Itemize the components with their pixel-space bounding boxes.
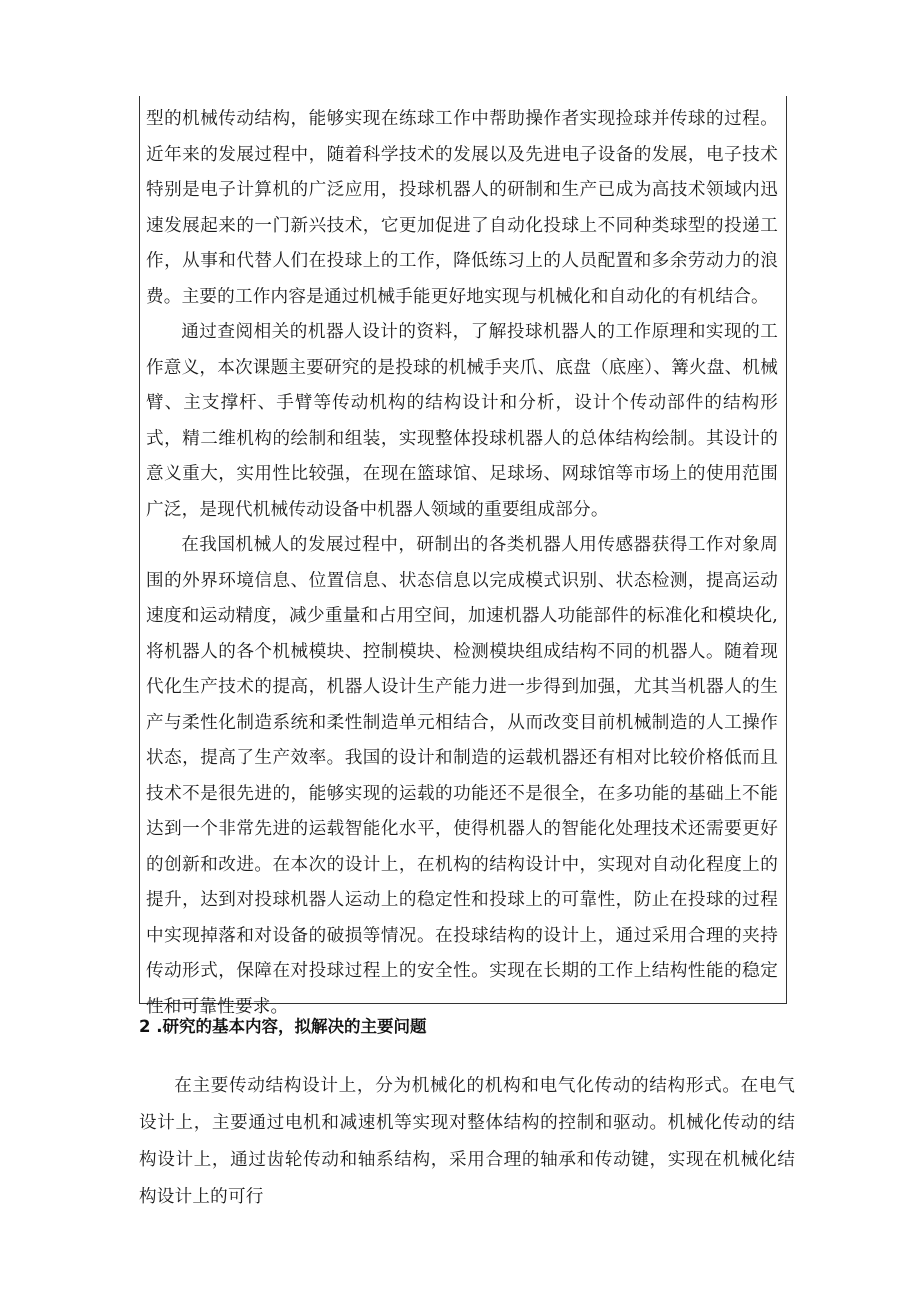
content-table-cell xyxy=(139,96,787,1017)
section-heading: 2 .研究的基本内容，拟解决的主要问题 xyxy=(139,1017,427,1036)
section-body xyxy=(139,1068,795,1216)
paragraph-domestic-development: 在我国机械人的发展过程中，研制出的各类机器人用传感器获得工作对象周围的外界环境信息、位置信息、状态信息以完成模式识别、状态检测，提高运动速度和运动精度，减少重量和占用空间，加速机器人功能部件的标准化和模块化,将机器人的各个机械模块、控制模块、检测模块组成结构不同的机器人。随着现代化生产技术的提高，机器人设计生产能力进一步得到加强，尤其当机器人的生产与柔性化制造系统和柔性制造单元相结合，从而改变目前机械制造的人工操作状态，提高了生产效率。我国的设计和制造的运载机器还有相对比较价格低而且技术不是很先进的，能够实现的运载的功能还不是很全，在多功能的基础上不能达到一个非常先进的运载智能化水平，使得机器人的智能化处理技术还需要更好的创新和改进。在本次的设计上，在机构的结构设计中，实现对自动化程度上的提升，达到对投球机器人运动上的稳定性和投球上的可靠性，防止在投球的过程中实现掉落和对设备的破损等情况。在投球结构的设计上，通过采用合理的夹持传动形式，保障在对投球过程上的安全性。实现在长期的工作上结构性能的稳定性和可靠性要求。 xyxy=(146,535,778,1017)
paragraph-background-continued: 型的机械传动结构，能够实现在练球工作中帮助操作者实现捡球并传球的过程。近年来的发展过程中，随着科学技术的发展以及先进电子设备的发展，电子技术特别是电子计算机的广泛应用，投球机器人的研制和生产已成为高技术领域内迅速发展起来的一门新兴技术，它更加促进了自动化投球上不同种类球型的投递工作，从事和代替人们在投球上的工作，降低练习上的人员配置和多余劳动力的浪费。主要的工作内容是通过机械手能更好地实现与机械化和自动化的有机结合。 xyxy=(146,109,778,307)
paragraph-research-significance: 通过查阅相关的机器人设计的资料，了解投球机器人的工作原理和实现的工作意义，本次课题主要研究的是投球的机械手夹爪、底盘（底座）、篝火盘、机械臂、主支撑杆、手臂等传动机构的结构设计和分析，设计个传动部件的结构形式，精二维机构的绘制和组装，实现整体投球机器人的总体结构绘制。其设计的意义重大，实用性比较强，在现在篮球馆、足球场、网球馆等市场上的使用范围广泛，是现代机械传动设备中机器人领域的重要组成部分。 xyxy=(146,322,778,520)
paragraph-main-content: 在主要传动结构设计上，分为机械化的机构和电气化传动的结构形式。在电气设计上，主要通过电机和减速机等实现对整体结构的控制和驱动。机械化传动的结构设计上，通过齿轮传动和轴系结构，采用合理的轴承和传动键，实现在机械化结构设计上的可行 xyxy=(139,1076,795,1207)
